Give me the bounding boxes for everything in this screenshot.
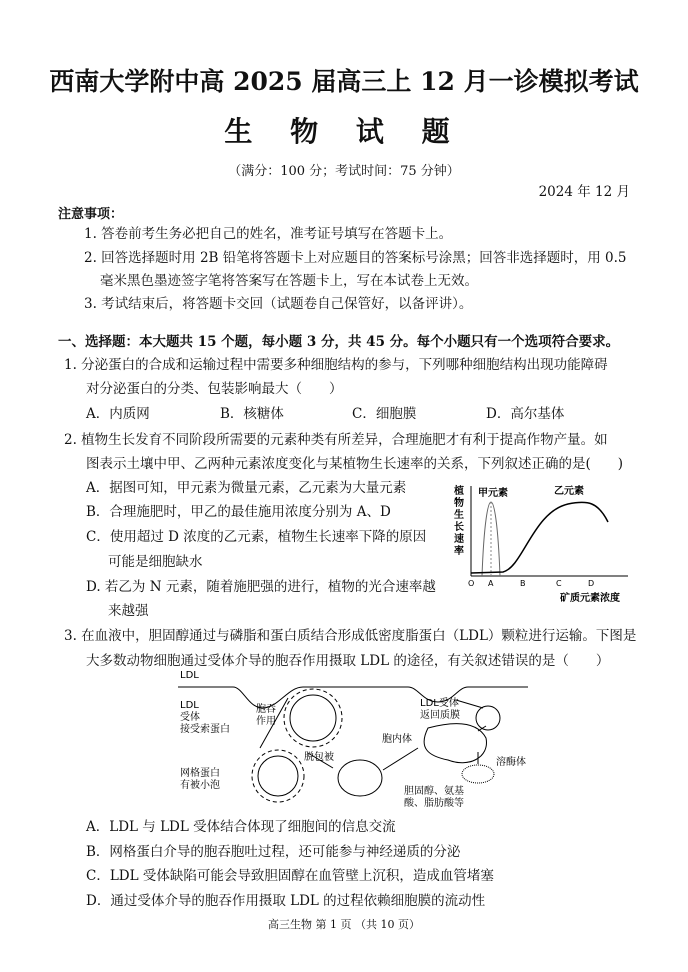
tick-label: B: [520, 579, 526, 588]
exam-meta: （满分：100 分；考试时间：75 分钟）: [228, 164, 460, 179]
subject-title: 生 物 试 题: [224, 115, 464, 148]
exam-title: 西南大学附中高 2025 届高三上 12 月一诊模拟考试: [49, 67, 639, 96]
q2-option-c-cont: 可能是细胞缺水: [108, 554, 203, 570]
curve-yi: [471, 502, 608, 573]
products-label: 胆固醇、氨基: [404, 786, 464, 797]
q3-stem-1: 3. 在血液中，胆固醇通过与磷脂和蛋白质结合形成低密度脂蛋白（LDL）颗粒进行运输。下图是: [64, 628, 637, 644]
tick-label: A: [488, 579, 494, 588]
q1-stem-2: 对分泌蛋白的分类、包装影响最大（ ）: [86, 381, 343, 397]
q1-stem-1: 1. 分泌蛋白的合成和运输过程中需要多种细胞结构的参与，下列哪种细胞结构出现功能障碍: [64, 357, 608, 373]
notice-1: 1. 答卷前考生务必把自己的姓名，准考证号填写在答题卡上。: [84, 226, 453, 242]
q3-stem-2: 大多数动物细胞通过受体介导的胞吞作用摄取 LDL 的途径，有关叙述错误的是（ ）: [86, 653, 610, 669]
recycling-vesicle: [476, 706, 500, 730]
x-axis-label: 矿质元素浓度: [560, 593, 620, 604]
q2-option-a: A．据图可知，甲元素为微量元素，乙元素为大量元素: [86, 480, 407, 496]
plasma-membrane: [178, 687, 528, 708]
endosome-label: 胞内体: [382, 734, 412, 745]
q1-option-a: A．内质网: [86, 406, 150, 422]
endocytosis-label: 胞吞: [256, 704, 276, 715]
endosome: [424, 724, 486, 763]
coated-pit-vesicle: [290, 695, 336, 741]
vesicle-label: 有被小泡: [180, 780, 220, 791]
lysosome-label: 溶酶体: [496, 757, 526, 768]
q3-option-d: D．通过受体介导的胞吞作用摄取 LDL 的过程依赖细胞膜的流动性: [86, 893, 486, 909]
exam-date: 2024 年 12 月: [538, 184, 630, 200]
page-footer: 高三生物 第 1 页 （共 10 页）: [268, 918, 420, 931]
q1-option-b: B．核糖体: [220, 406, 284, 422]
tick-label: O: [468, 579, 475, 588]
receptor-label: LDL: [180, 700, 199, 711]
notice-2-cont: 毫米黑色墨迹签字笔将答案写在答题卡上，写在本试卷上无效。: [100, 273, 478, 289]
q2-option-d: D. 若乙为 N 元素，随着施肥强的进行，植物的光合速率越: [86, 579, 436, 595]
ylabel-char: 生: [454, 510, 464, 521]
q2-stem-1: 2. 植物生长发育不同阶段所需要的元素种类有所差异，合理施肥才有利于提高作物产量。如: [64, 432, 608, 448]
tick-label: C: [556, 579, 562, 588]
ylabel-char: 率: [454, 546, 464, 557]
ylabel-char: 长: [454, 522, 464, 533]
q1-option-c: C．细胞膜: [352, 406, 417, 422]
ylabel-char: 植: [454, 486, 464, 497]
uncoat-label: 脱包被: [304, 752, 334, 763]
ylabel-char: 速: [454, 534, 464, 545]
lysosome: [462, 765, 494, 783]
q3-option-c: C．LDL 受体缺陷可能会导致胆固醇在血管壁上沉积，造成血管堵塞: [86, 868, 494, 884]
vesicle-label: 网格蛋白: [180, 768, 220, 779]
section-heading: 一、选择题：本大题共 15 个题，每小题 3 分，共 45 分。每个小题只有一个选项符合要求。: [58, 334, 620, 350]
growth-rate-figure: [448, 482, 638, 606]
curve-label-yi: 乙元素: [554, 486, 584, 497]
q1-option-d: D．高尔基体: [486, 406, 565, 422]
notice-2: 2. 回答选择题时用 2B 铅笔将答题卡上对应题目的答案标号涂黑；回答非选择题时，用 0.5: [84, 250, 627, 266]
q2-option-c: C．使用超过 D 浓度的乙元素，植物生长速率下降的原因: [86, 529, 427, 545]
coated-vesicle: [258, 756, 298, 796]
uncoated-vesicle: [338, 760, 382, 796]
notice-3: 3. 考试结束后，将答题卡交回（试题卷自己保管好，以备评讲）。: [84, 296, 473, 312]
q3-option-a: A．LDL 与 LDL 受体结合体现了细胞间的信息交流: [86, 819, 396, 835]
return-label: LDL受体: [420, 698, 459, 709]
adaptor-label: 接受索蛋白: [180, 724, 230, 735]
ylabel-char: 物: [454, 498, 464, 509]
q2-option-d-cont: 来越强: [108, 603, 149, 619]
q2-stem-2: 图表示土壤中甲、乙两种元素浓度变化与某植物生长速率的关系，下列叙述正确的是( ): [86, 456, 624, 472]
ldl-label: LDL: [180, 670, 199, 681]
q2-option-b: B．合理施肥时，甲乙的最佳施用浓度分别为 A、D: [86, 504, 391, 520]
return-label: 返回质膜: [420, 710, 460, 721]
curve-label-jia: 甲元素: [478, 488, 508, 499]
notice-heading: 注意事项：: [58, 207, 124, 222]
receptor-label: 受体: [180, 712, 200, 723]
tick-label: D: [588, 579, 595, 588]
ldl-endocytosis-figure: [178, 668, 530, 808]
endocytosis-label: 作用: [256, 716, 276, 727]
products-label: 酸、脂肪酸等: [404, 798, 464, 808]
q3-option-b: B．网格蛋白介导的胞吞胞吐过程，还可能参与神经递质的分泌: [86, 844, 461, 860]
